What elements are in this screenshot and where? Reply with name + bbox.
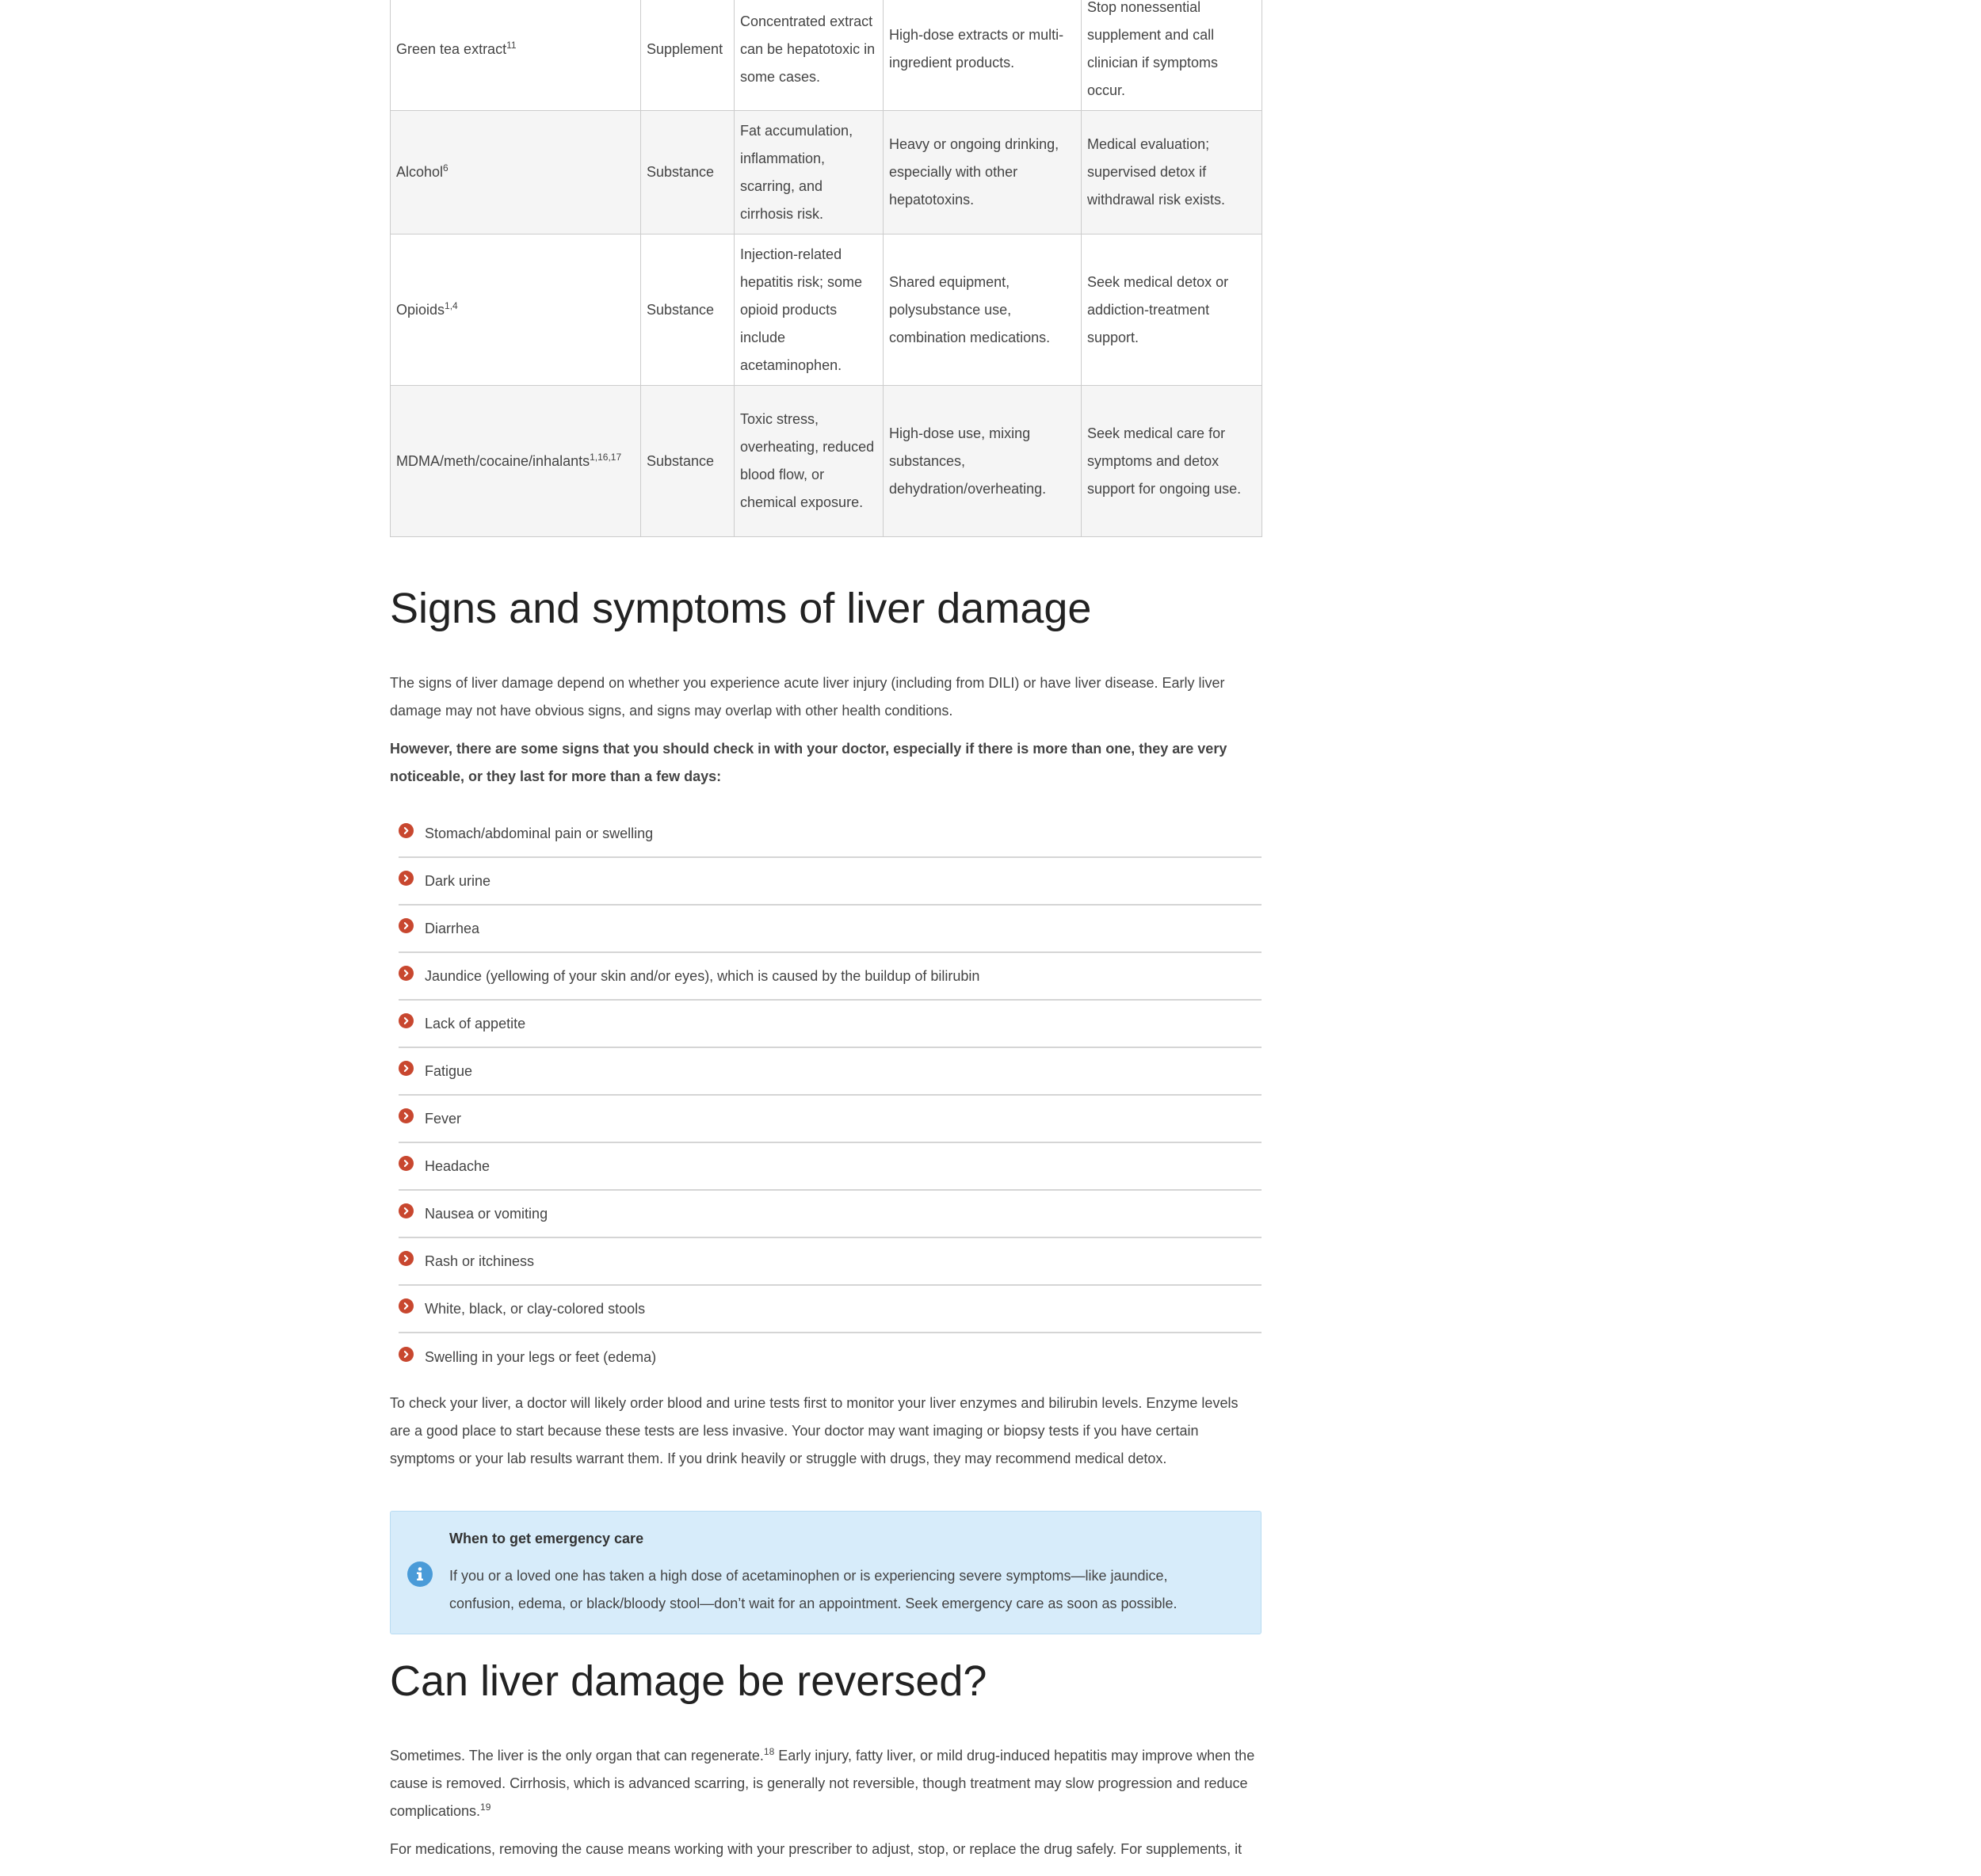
list-item-label: Dark urine [425,872,491,889]
table-cell-action: Stop nonessential supplement and call clinician if symptoms occur. [1082,0,1262,111]
list-item-label: Lack of appetite [425,1015,526,1031]
table-row [391,111,1262,234]
table-cell-action: Seek medical detox or addiction-treatment support. [1082,234,1262,386]
table-row [391,0,1262,111]
table-cell-risk: Fat accumulation, inflammation, scarring, and cirrhosis risk. [735,111,884,234]
table-cell-action: Seek medical care for symptoms and detox support for ongoing use. [1082,386,1262,537]
list-item [399,1001,1262,1048]
info-icon [407,1561,433,1587]
emergency-callout [390,1511,1262,1634]
list-item [399,1143,1262,1191]
table-cell-risk: Injection-related hepatitis risk; some opioid products include acetaminophen. [735,234,884,386]
chevron-right-circle-icon [399,1298,414,1314]
table-cell-name: Green tea extract$^{11}$ [391,0,641,111]
list-item-label: Headache [425,1157,490,1174]
table-cell-risk: Toxic stress, overheating, reduced blood flow, or chemical exposure. [735,386,884,537]
medications-paragraph: For medications, removing the cause means working with your prescriber to adjust, stop, or replace the drug safely. For supplements, it [390,1840,1242,1857]
list-item [399,858,1262,906]
chevron-right-circle-icon [399,1061,414,1076]
signs-intro: The signs of liver damage depend on whether you experience acute liver injury (including from DILI) or have liver disease. Early liver damage may not have obvious signs, and signs may overlap with other health conditions. [390,674,1225,719]
list-item-label: Swelling in your legs or feet (edema) [425,1348,657,1365]
list-item-label: Jaundice (yellowing of your skin and/or eyes), which is caused by the buildup of bilirubin [425,967,980,984]
list-item [399,906,1262,953]
chevron-right-circle-icon [399,918,414,933]
chevron-right-circle-icon [399,1013,414,1028]
table-cell-name: Opioids$^{1,4}$ [391,234,641,386]
chevron-right-circle-icon [399,823,414,838]
article-content [390,0,1262,1863]
chevron-right-circle-icon [399,966,414,981]
symptom-list [399,810,1262,1381]
signs-emphasis: However, there are some signs that you should check in with your doctor, especially if there is more than one, they are very noticeable, or they last for more than a few days: [390,740,1227,784]
list-item-label: Fever [425,1110,462,1127]
table-cell-name: Alcohol$^6$ [391,111,641,234]
list-item-label: Diarrhea [425,920,480,936]
list-item [399,1238,1262,1286]
list-item-label: Fatigue [425,1062,473,1079]
list-item-label: White, black, or clay-colored stools [425,1300,646,1317]
chevron-right-circle-icon [399,1251,414,1266]
table-cell-factors: Heavy or ongoing drinking, especially with other hepatotoxins. [884,111,1082,234]
list-item [399,1333,1262,1381]
list-item [399,1096,1262,1143]
callout-title: When to get emergency care [449,1530,644,1546]
table-cell-type: Substance [641,234,735,386]
reversed-paragraph: Sometimes. The liver is the only organ that can regenerate.$^{18}$ Early injury, fatty liver, or mild drug-induced hepatitis may improve when the cause is removed. Cirrhosis, which is advanced scarring, is generally not reversible, though treatment may slow progression and reduce complications.$^{19}$ [390,1745,1255,1819]
table-cell-type: Supplement [641,0,735,111]
table-cell-type: Substance [641,386,735,537]
list-item [399,953,1262,1001]
callout-text: If you or a loved one has taken a high dose of acetaminophen or is experiencing severe symptoms—like jaundice, confusion, edema, or black/bloody stool—don’t wait for an appointment. Seek emergency care as soon as possible. [449,1567,1178,1611]
table-cell-action: Medical evaluation; supervised detox if withdrawal risk exists. [1082,111,1262,234]
list-item [399,1191,1262,1238]
list-item-label: Stomach/abdominal pain or swelling [425,825,654,841]
liver-check-paragraph: To check your liver, a doctor will likely order blood and urine tests first to monitor your liver enzymes and bilirubin levels. Enzyme levels are a good place to start because these tests are less invasive. Your doctor may want imaging or biopsy tests if you have certain symptoms or your lab results warrant them. If you drink heavily or struggle with drugs, they may recommend medical detox. [390,1394,1239,1466]
list-item [399,810,1262,858]
chevron-right-circle-icon [399,871,414,886]
list-item-label: Nausea or vomiting [425,1205,548,1222]
table-cell-factors: Shared equipment, polysubstance use, combination medications. [884,234,1082,386]
table-cell-factors: High-dose extracts or multi-ingredient products. [884,0,1082,111]
section-heading-signs: Signs and symptoms of liver damage [390,585,1092,632]
table-row [391,234,1262,386]
table-cell-factors: High-dose use, mixing substances, dehydration/overheating. [884,386,1082,537]
chevron-right-circle-icon [399,1347,414,1362]
list-item [399,1286,1262,1333]
list-item [399,1048,1262,1096]
list-item-label: Rash or itchiness [425,1253,535,1269]
chevron-right-circle-icon [399,1108,414,1123]
table-cell-risk: Concentrated extract can be hepatotoxic in some cases. [735,0,884,111]
chevron-right-circle-icon [399,1156,414,1171]
liver-risk-table [390,0,1262,537]
table-cell-name: MDMA/meth/cocaine/inhalants$^{1,16,17}$ [391,386,641,537]
table-row [391,386,1262,537]
table-cell-type: Substance [641,111,735,234]
chevron-right-circle-icon [399,1203,414,1218]
section-heading-reversed: Can liver damage be reversed? [390,1657,987,1705]
